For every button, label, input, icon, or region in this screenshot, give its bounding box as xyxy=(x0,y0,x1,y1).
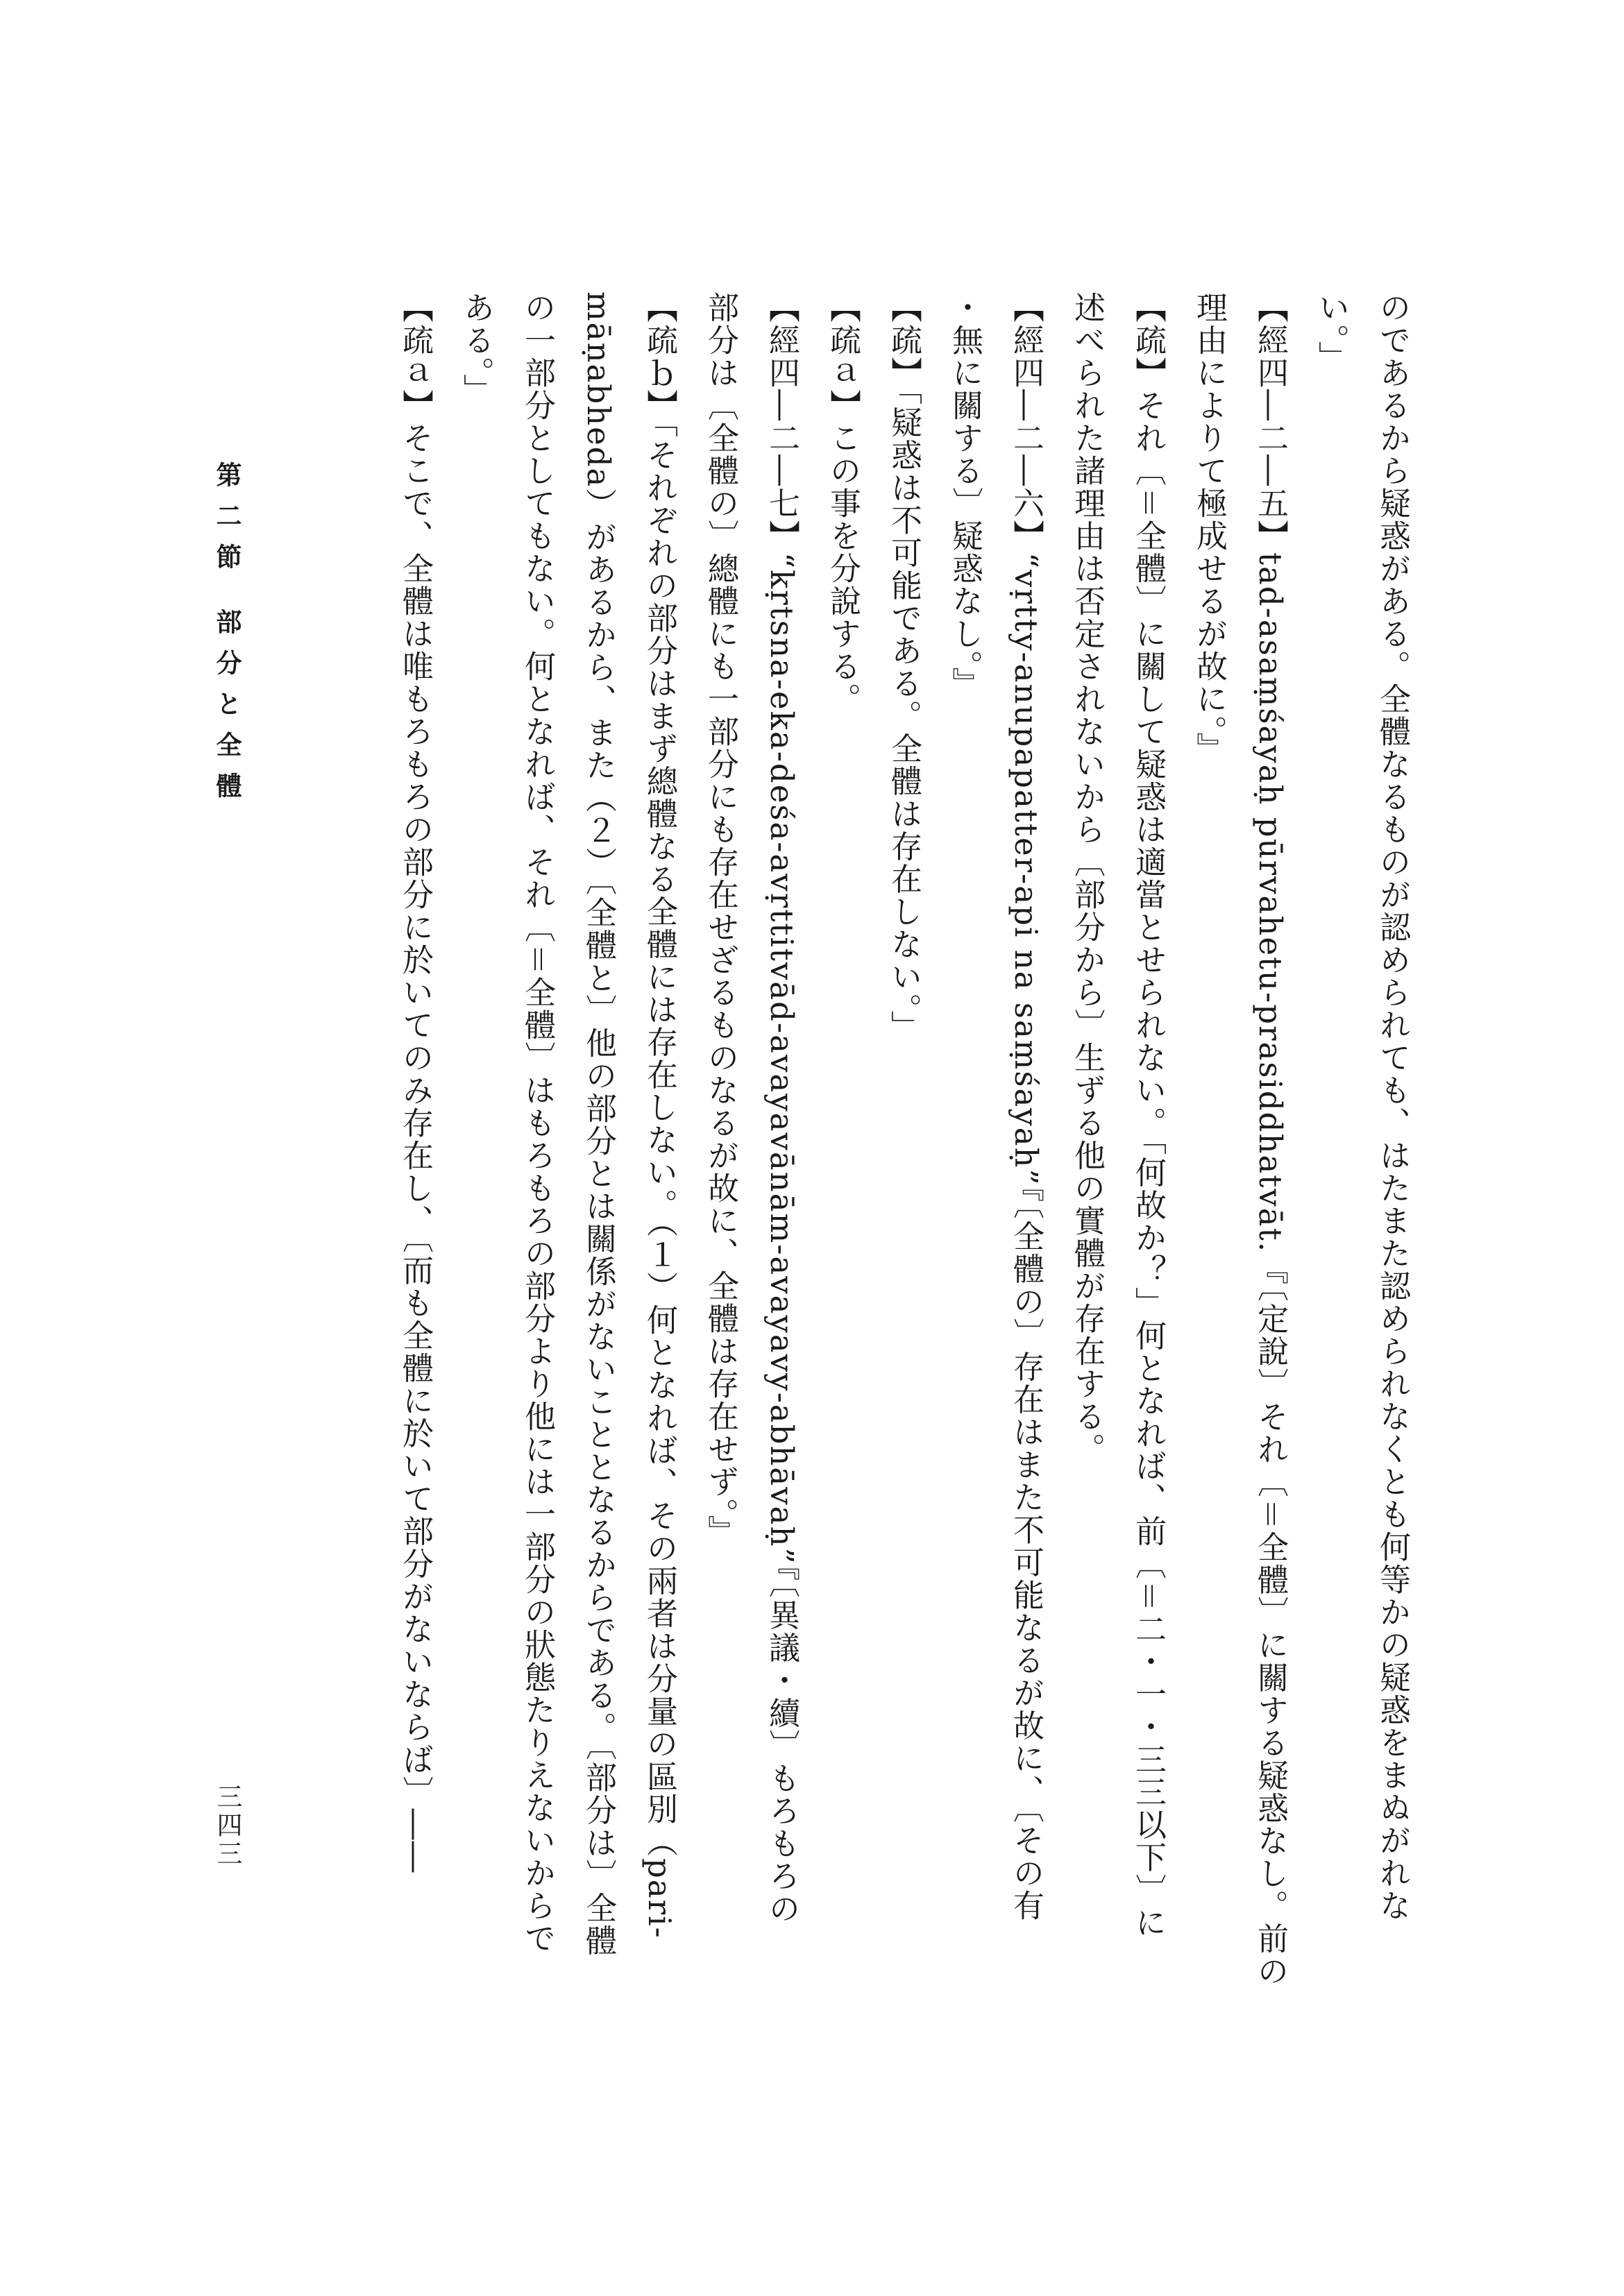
main-text xyxy=(384,291,1423,2068)
text-line: 理由によりて極成せるが故に。』 xyxy=(1191,291,1228,765)
text-line: 【疏ａ】そこで、全體は唯もろもろの部分に於いてのみ存在し、〔而も全體に於いて部分がないならば〕―― xyxy=(397,291,434,1874)
text-line: い。」 xyxy=(1313,291,1350,374)
text-line: ある。」 xyxy=(458,291,495,407)
running-head: 第二節 部分と全體 xyxy=(212,461,242,813)
text-line: のであるから疑惑がある。全體なるものが認められても、はたまた認められなくとも何等かの疑惑をまぬがれな xyxy=(1374,291,1411,1922)
text-line: 【疏ｂ】「それぞれの部分はまず總體なる全體には存在しない。（１）何となれば、その兩者は分量の區別（pari- xyxy=(641,291,678,1939)
text-line: 【疏】それ〔＝全體〕に關して疑惑は適當とせられない。「何故か？」何となれば、前〔＝二・一・三三以下〕に xyxy=(1130,291,1167,1939)
text-line: 【經四―二―七】“kṛtsna-eka-deśa-avṛttitvād-avayavānām-avayavy-abhāvaḥ”『〔異議・續〕もろもろの xyxy=(763,291,800,1925)
text-line: 【疏】「疑惑は不可能である。全體は存在しない。」 xyxy=(886,291,922,1043)
text-line: ・無に關する〕疑惑なし。』 xyxy=(947,291,983,700)
page-number: 三四三 xyxy=(212,1783,242,1869)
text-line: 【經四―二―五】tad-asaṃśayaḥ pūrvahetu-prasiddhatvāt.『〔定說〕それ〔＝全體〕に關する疑惑なし。前の xyxy=(1252,291,1289,1988)
text-line: 【經四―二―六】“vṛtty-anupapatter-api na saṃśayaḥ”『〔全體の〕存在はまた不可能なるが故に、〔その有 xyxy=(1008,291,1044,1923)
text-line: 述べられた諸理由は否定されないから〔部分から〕生ずる他の實體が存在する。 xyxy=(1069,291,1106,1465)
text-line: 部分は〔全體の〕總體にも一部分にも存在せざるものなるが故に、全體は存在せず。』 xyxy=(702,291,739,1548)
text-line: 【疏ａ】この事を分說する。 xyxy=(824,291,861,715)
text-line: の一部分としてもない。何となれば、それ〔＝全體〕はもろもろの部分より他には一部分の狀態たりえないからで xyxy=(519,291,556,1955)
text-line: māṇabheda）があるから、また（２）〔全體と〕他の部分とは關係がないこととなるからである。〔部分は〕全體 xyxy=(580,291,617,1957)
